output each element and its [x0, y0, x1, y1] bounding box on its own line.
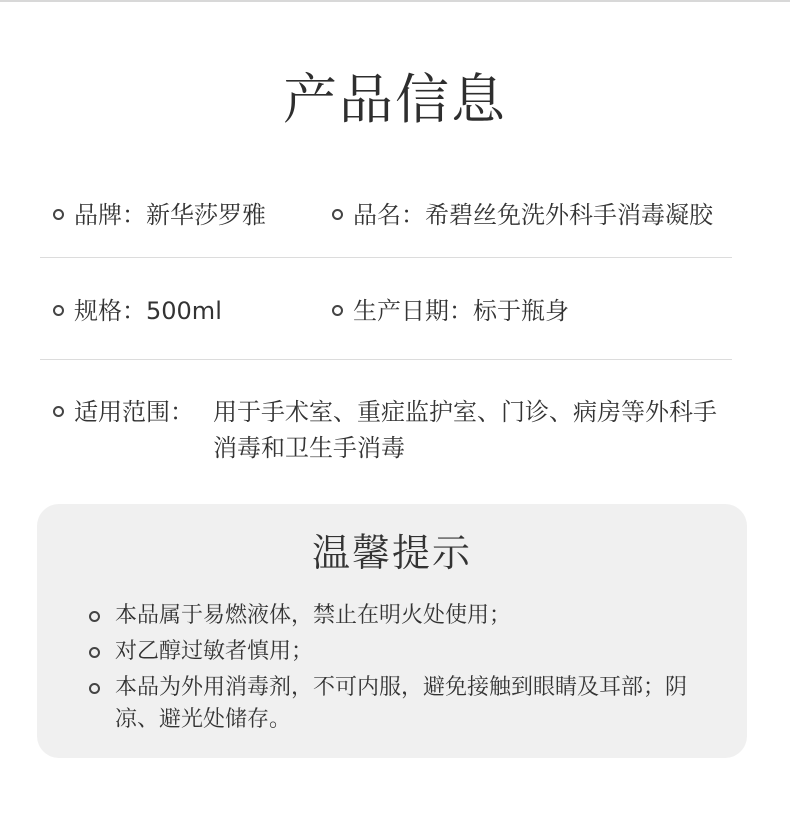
page-title: 产品信息 — [283, 68, 507, 131]
spec-label: 规格： — [74, 297, 146, 325]
production-date-label: 生产日期： — [353, 297, 473, 325]
tips-title: 温馨提示 — [311, 531, 472, 575]
circle-bullet-icon — [89, 683, 100, 694]
product-name-info — [332, 198, 713, 232]
tip-item — [89, 600, 689, 632]
brand-label: 品牌： — [74, 201, 146, 229]
spec-value: 500ml — [146, 297, 222, 325]
circle-bullet-icon — [89, 647, 100, 658]
tips-list — [89, 600, 689, 740]
brand-info — [53, 198, 266, 232]
usage-label: 适用范围： — [74, 398, 194, 426]
brand-value: 新华莎罗雅 — [146, 201, 266, 229]
circle-bullet-icon — [53, 406, 64, 417]
tip-text: 对乙醇过敏者慎用； — [115, 639, 314, 664]
circle-bullet-icon — [89, 611, 100, 622]
circle-bullet-icon — [332, 305, 343, 316]
circle-bullet-icon — [332, 209, 343, 220]
spec-info — [53, 294, 222, 328]
divider — [40, 359, 732, 360]
production-date-value: 标于瓶身 — [473, 297, 569, 325]
tip-item — [89, 636, 689, 668]
top-border-line — [0, 0, 790, 2]
circle-bullet-icon — [53, 305, 64, 316]
circle-bullet-icon — [53, 209, 64, 220]
tip-item — [89, 672, 689, 736]
divider — [40, 257, 732, 258]
usage-value: 用于手术室、重症监护室、门诊、病房等外科手消毒和卫生手消毒 — [213, 398, 717, 462]
usage-label-wrap — [53, 394, 194, 430]
production-date-info — [332, 294, 569, 328]
product-name-label: 品名： — [353, 201, 425, 229]
tips-box — [37, 504, 747, 758]
product-name-value: 希碧丝免洗外科手消毒凝胶 — [425, 201, 713, 229]
tip-text: 本品属于易燃液体，禁止在明火处使用； — [115, 603, 512, 628]
tip-text: 本品为外用消毒剂，不可内服，避免接触到眼睛及耳部；阴凉、避光处储存。 — [115, 675, 688, 732]
